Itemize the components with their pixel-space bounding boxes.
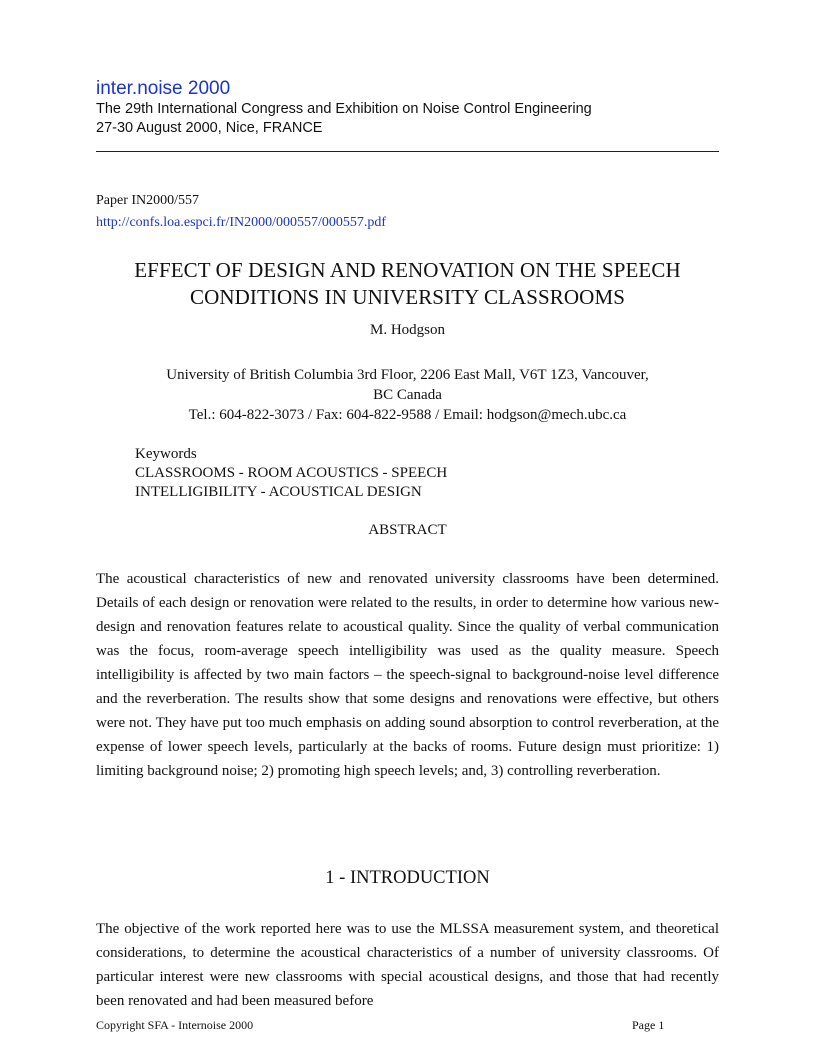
paper-url-link[interactable]: http://confs.loa.espci.fr/IN2000/000557/000557.pdf [96,215,387,230]
introduction-heading: 1 - INTRODUCTION [325,868,490,888]
footer-copyright: Copyright SFA - Internoise 2000 [96,1018,254,1032]
conference-name: inter.noise 2000 [96,78,231,99]
footer-page-number: Page 1 [632,1018,665,1032]
introduction-text: The objective of the work reported here was to use the MLSSA measurement system, and theoretical considerations, to determine the acoustical characteristics of a number of university classrooms. Of particular interest were new classrooms with special acoustical designs, and those that had recently been renovated and had been measured before [96,921,719,1009]
affiliation-line-1: University of British Columbia 3rd Floor, 2206 East Mall, V6T 1Z3, Vancouver, [166,367,649,383]
paper-title [96,257,719,311]
paper-id: Paper IN2000/557 [96,193,200,208]
keywords-label: Keywords [135,446,197,462]
conference-full-name: The 29th International Congress and Exhibition on Noise Control Engineering [96,101,592,117]
author-name: M. Hodgson [369,322,445,338]
keywords-block [135,445,447,502]
keywords-line-2: INTELLIGIBILITY - ACOUSTICAL DESIGN [135,484,422,500]
conference-dates-location: 27-30 August 2000, Nice, FRANCE [96,120,323,136]
paper-title-line-2: CONDITIONS IN UNIVERSITY CLASSROOMS [190,285,625,309]
keywords-line-1: CLASSROOMS - ROOM ACOUSTICS - SPEECH [135,465,448,481]
affiliation-line-2: BC Canada [373,387,442,403]
header-divider [96,151,719,152]
abstract-text: The acoustical characteristics of new and renovated university classrooms have been determined. Details of each design or renovation were related to the results, in order to determine how various new-design and renovation features relate to acoustical quality. Since the quality of verbal communication was the focus, room-average speech intelligibility was used as the quality measure. Speech intelligibility is affected by two main factors – the speech-signal to background-noise level difference and the reverberation. The results show that some designs and renovations were effective, but others were not. They have put too much emphasis on adding sound absorption to control reverberation, at the expense of lower speech levels, particularly at the backs of rooms. Future design must prioritize: 1) limiting background noise; 2) promoting high speech levels; and, 3) controlling reverberation. [96,571,719,779]
contact-line: Tel.: 604-822-3073 / Fax: 604-822-9588 / Email: hodgson@mech.ubc.ca [188,407,627,423]
paper-title-line-1: EFFECT OF DESIGN AND RENOVATION ON THE SPEECH [134,258,681,282]
abstract-heading: ABSTRACT [368,522,447,538]
affiliation-block [96,365,719,425]
